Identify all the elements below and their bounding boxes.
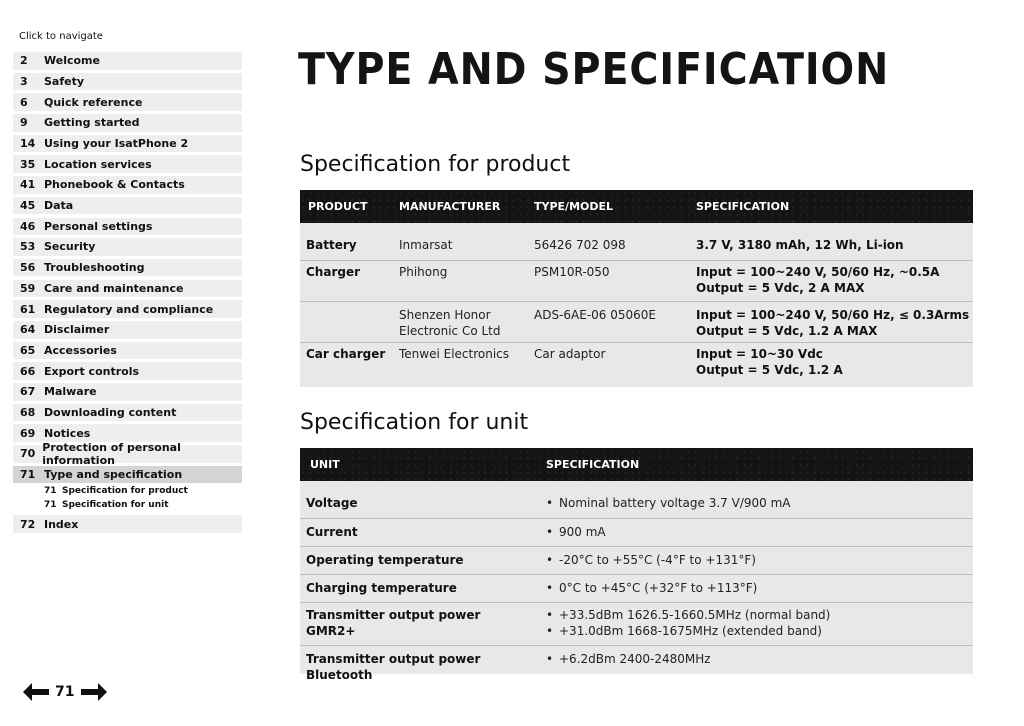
header-product: PRODUCT bbox=[308, 200, 368, 213]
toc-item[interactable] bbox=[13, 238, 242, 256]
toc-item-number: 9 bbox=[20, 116, 28, 130]
page-number: 71 bbox=[55, 684, 75, 700]
unit-table-header bbox=[300, 448, 973, 481]
toc-item-number: 56 bbox=[20, 261, 36, 275]
toc-item[interactable] bbox=[13, 466, 242, 484]
toc-item-number: 46 bbox=[20, 219, 36, 233]
spec-cell bbox=[690, 237, 973, 260]
bullet-item bbox=[546, 552, 973, 568]
toc-subitem-label: Specification for product bbox=[62, 486, 188, 497]
toc-subitem[interactable] bbox=[13, 484, 242, 498]
header-specification: SPECIFICATION bbox=[696, 200, 790, 213]
toc-item-label: Location services bbox=[44, 157, 152, 171]
page-title: TYPE AND SPECIFICATION bbox=[298, 44, 890, 95]
toc-item-label: Care and maintenance bbox=[44, 281, 184, 295]
model-cell: Car adaptor bbox=[534, 347, 606, 361]
unit-cell: Operating temperature bbox=[306, 553, 464, 567]
bullet-icon: • bbox=[546, 553, 554, 567]
header-manufacturer: MANUFACTURER bbox=[399, 200, 501, 213]
bullet-item bbox=[546, 524, 973, 540]
bullet-icon: • bbox=[546, 624, 554, 638]
unit-section-title: Specification for unit bbox=[300, 410, 529, 435]
bullet-icon: • bbox=[546, 608, 554, 622]
toc-subitems bbox=[13, 484, 242, 511]
toc-item-label: Notices bbox=[44, 426, 91, 440]
unit-cell: Transmitter output power Bluetooth bbox=[306, 652, 481, 682]
bullet-icon: • bbox=[546, 581, 554, 595]
unit-spec-table bbox=[300, 448, 973, 682]
header-unit: UNIT bbox=[310, 458, 340, 471]
spec-line: 3.7 V, 3180 mAh, 12 Wh, Li-ion bbox=[696, 238, 904, 252]
toc-item[interactable] bbox=[13, 280, 242, 298]
toc-item[interactable] bbox=[13, 362, 242, 380]
unit-spec-cell bbox=[526, 651, 973, 674]
unit-spec-cell bbox=[526, 552, 973, 574]
spec-line: Output = 5 Vdc, 2 A MAX bbox=[696, 281, 865, 295]
bullet-text: 900 mA bbox=[559, 525, 606, 539]
bullet-item bbox=[546, 580, 973, 596]
spec-cell bbox=[690, 264, 973, 301]
toc-item-number: 64 bbox=[20, 323, 36, 337]
table-row bbox=[300, 343, 973, 387]
table-row bbox=[300, 481, 973, 519]
header-type-model: TYPE/MODEL bbox=[534, 200, 614, 213]
toc-item-number: 69 bbox=[20, 426, 36, 440]
product-table-header bbox=[300, 190, 973, 223]
toc-item-number: 35 bbox=[20, 157, 36, 171]
toc-item-label: Phonebook & Contacts bbox=[44, 178, 185, 192]
manufacturer-line: Electronic Co Ltd bbox=[399, 324, 501, 338]
toc-item-index[interactable] bbox=[13, 515, 242, 533]
bullet-item bbox=[546, 495, 973, 511]
toc-item-label: Regulatory and compliance bbox=[44, 302, 214, 316]
next-page-arrow-icon[interactable] bbox=[80, 682, 108, 702]
toc-item[interactable] bbox=[13, 300, 242, 318]
toc-item-number: 71 bbox=[20, 468, 36, 482]
previous-page-arrow-icon[interactable] bbox=[22, 682, 50, 702]
spec-line: Output = 5 Vdc, 1.2 A bbox=[696, 363, 843, 377]
bullet-icon: • bbox=[546, 525, 554, 539]
product-cell: Car charger bbox=[306, 347, 386, 361]
manufacturer-cell bbox=[393, 346, 528, 387]
spec-line: Output = 5 Vdc, 1.2 A MAX bbox=[696, 324, 878, 338]
unit-cell: Voltage bbox=[306, 496, 358, 510]
table-row bbox=[300, 575, 973, 603]
bullet-text: -20°C to +55°C (-4°F to +131°F) bbox=[559, 553, 756, 567]
table-row bbox=[300, 646, 973, 682]
toc-subitem-number: 71 bbox=[44, 486, 57, 497]
toc-subitem-label: Specification for unit bbox=[62, 499, 169, 510]
table-row bbox=[300, 547, 973, 575]
toc-item[interactable] bbox=[13, 52, 242, 70]
unit-spec-cell bbox=[526, 524, 973, 546]
bullet-icon: • bbox=[546, 652, 554, 666]
manufacturer-line: Shenzen Honor bbox=[399, 308, 491, 322]
bullet-text: +6.2dBm 2400-2480MHz bbox=[559, 652, 711, 666]
toc-item[interactable] bbox=[13, 383, 242, 401]
table-row bbox=[300, 302, 973, 343]
toc-item[interactable] bbox=[13, 93, 242, 111]
product-cell bbox=[300, 307, 393, 342]
toc-item-number: 70 bbox=[20, 447, 36, 461]
toc-item-label: Disclaimer bbox=[44, 323, 110, 337]
toc-item-number: 6 bbox=[20, 95, 28, 109]
toc-item-number: 66 bbox=[20, 364, 36, 378]
toc-item-label: Troubleshooting bbox=[44, 261, 145, 275]
bullet-item bbox=[546, 623, 973, 639]
toc-subitem[interactable] bbox=[13, 498, 242, 512]
table-of-contents bbox=[13, 52, 242, 536]
product-section-title: Specification for product bbox=[300, 152, 571, 177]
table-row bbox=[300, 603, 973, 646]
spec-cell bbox=[690, 307, 973, 342]
toc-item-number: 68 bbox=[20, 405, 36, 419]
bullet-text: +33.5dBm 1626.5-1660.5MHz (normal band) bbox=[559, 608, 831, 622]
unit-cell: Charging temperature bbox=[306, 581, 457, 595]
toc-item-label: Malware bbox=[44, 385, 97, 399]
toc-item-number: 3 bbox=[20, 74, 28, 88]
toc-item-number: 45 bbox=[20, 199, 36, 213]
toc-item[interactable] bbox=[13, 259, 242, 277]
toc-item[interactable] bbox=[13, 342, 242, 360]
toc-item-number: 14 bbox=[20, 137, 36, 151]
toc-item-label: Protection of personal information bbox=[42, 440, 181, 467]
toc-subitem-number: 71 bbox=[44, 499, 57, 510]
unit-spec-cell bbox=[526, 607, 973, 645]
model-cell: PSM10R-050 bbox=[534, 265, 610, 279]
product-spec-table bbox=[300, 190, 973, 387]
manufacturer-line: Inmarsat bbox=[399, 238, 453, 252]
bullet-text: 0°C to +45°C (+32°F to +113°F) bbox=[559, 581, 758, 595]
page-navigation bbox=[22, 682, 108, 702]
toc-item[interactable] bbox=[13, 440, 242, 467]
toc-item-label: Downloading content bbox=[44, 405, 177, 419]
manufacturer-line: Tenwei Electronics bbox=[399, 347, 510, 361]
manufacturer-line: Phihong bbox=[399, 265, 448, 279]
unit-cell: Transmitter output power GMR2+ bbox=[306, 608, 481, 638]
toc-item-label: Using your IsatPhone 2 bbox=[44, 137, 189, 151]
spec-line: Input = 100~240 V, 50/60 Hz, ~0.5A bbox=[696, 265, 940, 279]
product-cell: Charger bbox=[306, 265, 361, 279]
toc-item-number: 72 bbox=[20, 517, 36, 531]
bullet-text: +31.0dBm 1668-1675MHz (extended band) bbox=[559, 624, 822, 638]
toc-item-number: 41 bbox=[20, 178, 36, 192]
bullet-text: Nominal battery voltage 3.7 V/900 mA bbox=[559, 496, 791, 510]
table-row bbox=[300, 261, 973, 302]
manufacturer-cell bbox=[393, 307, 528, 342]
toc-item-label: Type and specification bbox=[44, 468, 183, 482]
toc-item[interactable] bbox=[13, 135, 242, 153]
bullet-item bbox=[546, 607, 973, 623]
table-row bbox=[300, 519, 973, 547]
toc-item[interactable] bbox=[13, 176, 242, 194]
toc-item-label: Index bbox=[44, 517, 79, 531]
bullet-icon: • bbox=[546, 496, 554, 510]
toc-item-number: 2 bbox=[20, 54, 28, 68]
toc-item-number: 65 bbox=[20, 343, 36, 357]
toc-item-label: Welcome bbox=[44, 54, 100, 68]
toc-item-label: Safety bbox=[44, 74, 85, 88]
toc-item[interactable] bbox=[13, 73, 242, 91]
spec-line: Input = 10~30 Vdc bbox=[696, 347, 823, 361]
toc-item[interactable] bbox=[13, 218, 242, 236]
toc-item-number: 59 bbox=[20, 281, 36, 295]
toc-item-label: Quick reference bbox=[44, 95, 143, 109]
toc-item-label: Getting started bbox=[44, 116, 140, 130]
toc-item[interactable] bbox=[13, 424, 242, 442]
unit-cell: Current bbox=[306, 525, 358, 539]
toc-item[interactable] bbox=[13, 155, 242, 173]
product-cell: Battery bbox=[306, 238, 357, 252]
toc-item[interactable] bbox=[13, 197, 242, 215]
toc-item-number: 67 bbox=[20, 385, 36, 399]
spec-cell bbox=[690, 346, 973, 387]
toc-item-number: 61 bbox=[20, 302, 36, 316]
model-cell: ADS-6AE-06 05060E bbox=[534, 308, 656, 322]
toc-item[interactable] bbox=[13, 404, 242, 422]
model-cell: 56426 702 098 bbox=[534, 238, 626, 252]
unit-spec-cell bbox=[526, 495, 973, 518]
table-row bbox=[300, 223, 973, 261]
manufacturer-cell bbox=[393, 237, 528, 260]
toc-item-label: Security bbox=[44, 240, 96, 254]
spec-line: Input = 100~240 V, 50/60 Hz, ≤ 0.3Arms bbox=[696, 308, 970, 322]
toc-item-number: 53 bbox=[20, 240, 36, 254]
header-unit-specification: SPECIFICATION bbox=[546, 458, 640, 471]
toc-item[interactable] bbox=[13, 114, 242, 132]
toc-item[interactable] bbox=[13, 321, 242, 339]
toc-item-label: Accessories bbox=[44, 343, 117, 357]
manufacturer-cell bbox=[393, 264, 528, 301]
toc-item-label: Export controls bbox=[44, 364, 140, 378]
toc-item-label: Personal settings bbox=[44, 219, 153, 233]
bullet-item bbox=[546, 651, 973, 667]
navigation-hint: Click to navigate bbox=[19, 31, 103, 42]
toc-item-label: Data bbox=[44, 199, 74, 213]
unit-spec-cell bbox=[526, 580, 973, 602]
